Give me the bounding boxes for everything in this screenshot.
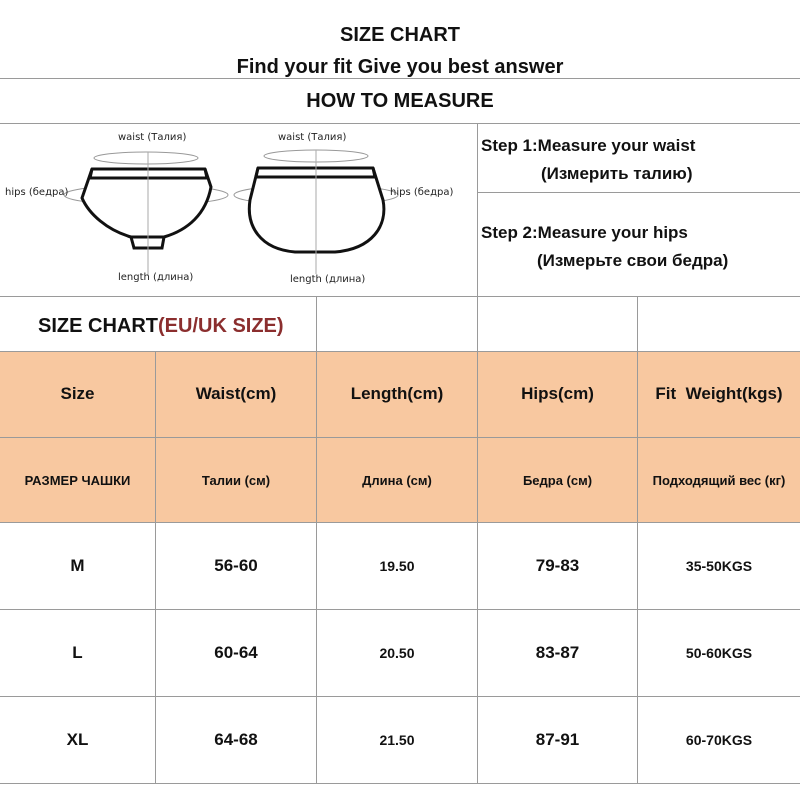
size-table	[0, 351, 800, 800]
back-hips-label: hips (бедра)	[390, 187, 454, 198]
back-brief-icon	[234, 150, 398, 274]
table-cell-length: 20.50	[379, 645, 415, 661]
page-title: SIZE CHART	[340, 24, 460, 46]
front-length-label: length (длина)	[118, 272, 194, 283]
divider	[477, 192, 800, 193]
header-waist-ru: Талии (см)	[156, 438, 316, 522]
table-cell-waist: 56-60	[214, 556, 258, 575]
divider	[477, 123, 478, 351]
step-1-translation: (Измерить талию)	[541, 164, 693, 183]
table-cell-weight: 35-50KGS	[685, 558, 753, 574]
table-cell-hips: 79-83	[535, 556, 580, 575]
table-cell-waist: 60-64	[214, 643, 258, 662]
table-cell-weight: 50-60KGS	[685, 645, 753, 661]
header-weight-ru: Подходящий вес (кг)	[638, 438, 800, 522]
size-chart-heading-suffix: (EU/UK SIZE)	[158, 315, 284, 337]
back-length-label: length (длина)	[290, 274, 366, 285]
table-cell-waist: 64-68	[214, 730, 258, 749]
table-cell-weight: 60-70KGS	[685, 732, 753, 748]
header-hips-ru: Бедра (см)	[478, 438, 637, 522]
table-cell-hips: 83-87	[535, 643, 580, 662]
divider	[0, 78, 800, 79]
header-weight: Fit Weight(kgs)	[638, 351, 800, 437]
table-cell-size: XL	[66, 730, 89, 749]
header-size: Size	[0, 351, 155, 437]
back-waist-label: waist (Талия)	[278, 132, 347, 143]
briefs-illustration	[0, 124, 477, 296]
divider	[316, 296, 317, 351]
divider	[637, 296, 638, 351]
step-1-text: Step 1:Measure your waist	[481, 136, 696, 155]
table-cell-length: 19.50	[379, 558, 415, 574]
table-cell-hips: 87-91	[535, 730, 580, 749]
table-cell-size: L	[72, 643, 83, 662]
header-length: Length(cm)	[317, 351, 477, 437]
header-length-ru: Длина (см)	[317, 438, 477, 522]
size-chart-heading-prefix: SIZE CHART	[38, 315, 158, 337]
front-brief-icon	[64, 152, 228, 276]
header-hips: Hips(cm)	[478, 351, 637, 437]
size-chart-heading	[38, 315, 284, 338]
header-size-ru: РАЗМЕР ЧАШКИ	[0, 438, 155, 522]
how-to-measure-title: HOW TO MEASURE	[306, 90, 494, 112]
page-subtitle: Find your fit Give you best answer	[236, 56, 564, 78]
table-cell-length: 21.50	[379, 732, 415, 748]
step-2-translation: (Измерьте свои бедра)	[537, 251, 729, 270]
front-hips-label: hips (бедра)	[5, 187, 69, 198]
divider	[0, 296, 800, 297]
measure-diagram	[0, 124, 477, 296]
step-2-text: Step 2:Measure your hips	[481, 223, 688, 242]
front-waist-label: waist (Талия)	[118, 132, 187, 143]
header-waist: Waist(cm)	[156, 351, 316, 437]
table-cell-size: M	[70, 556, 85, 575]
